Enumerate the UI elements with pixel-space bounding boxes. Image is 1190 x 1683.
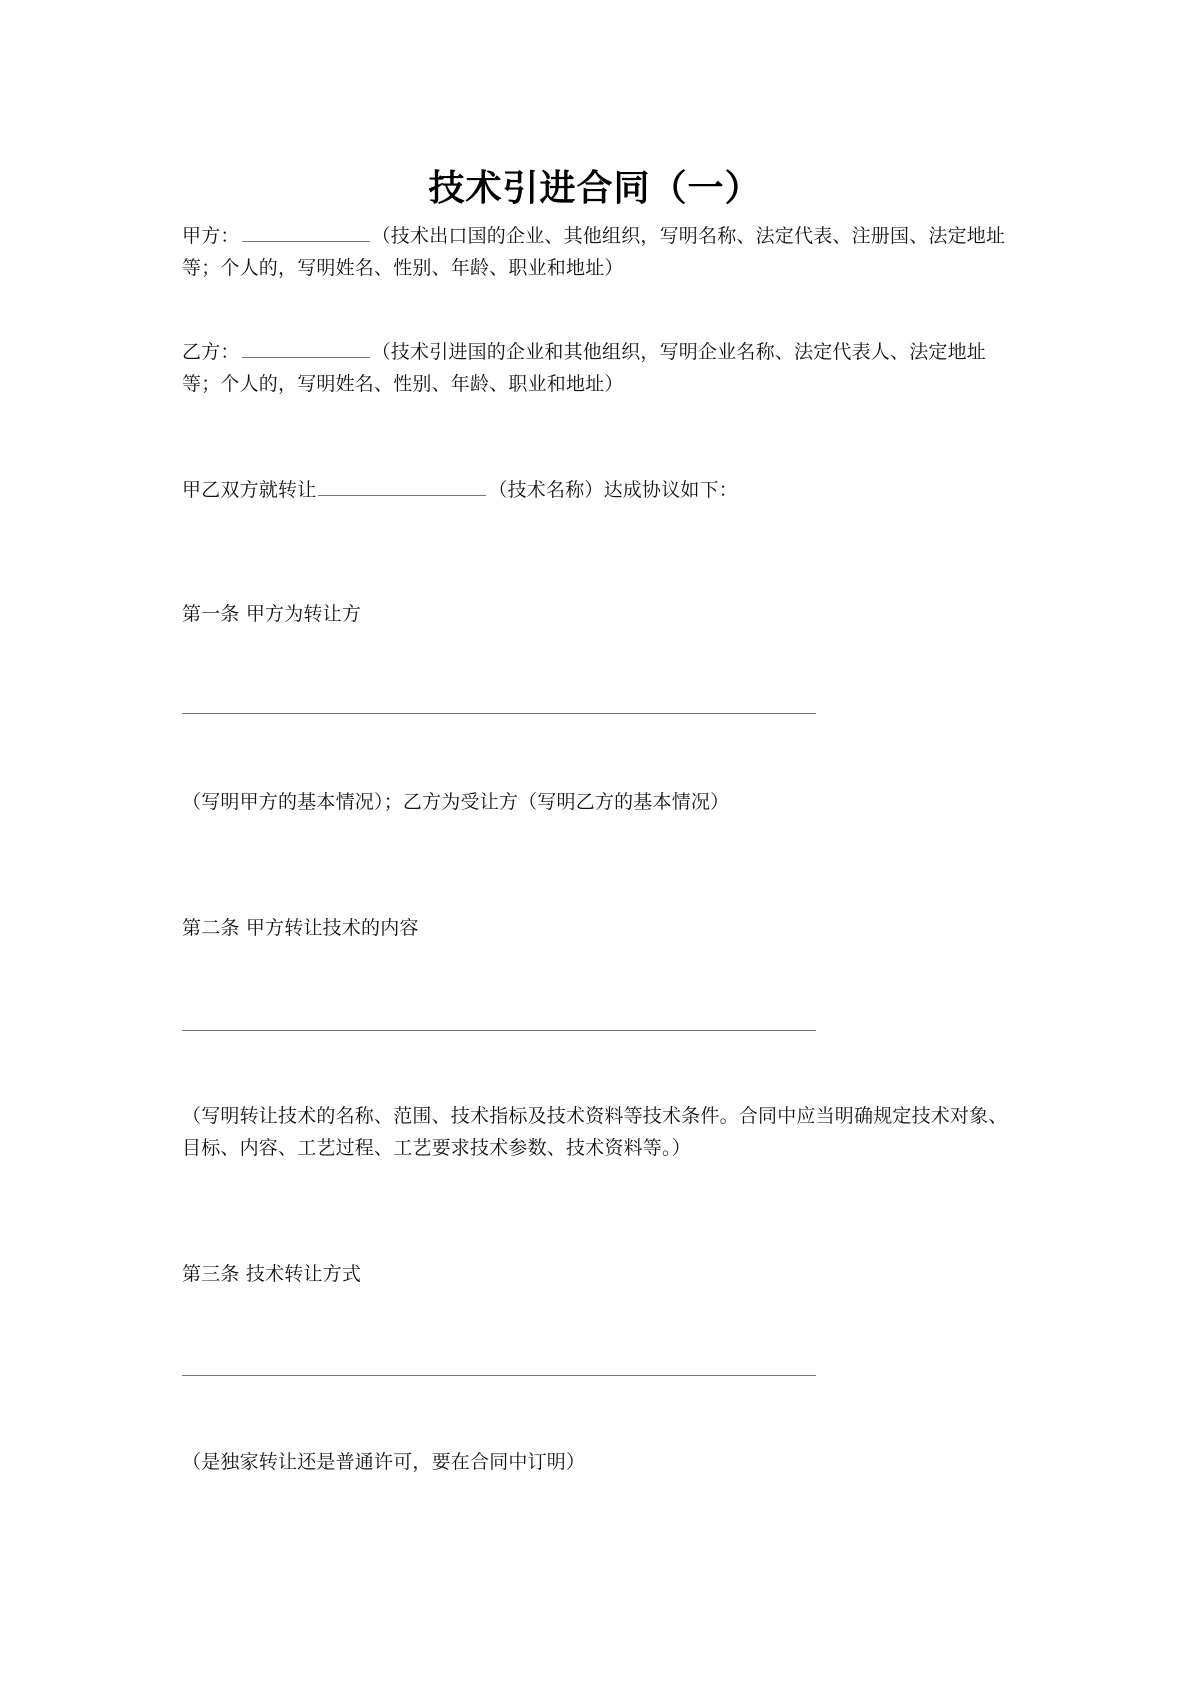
technology-name-blank-field[interactable] bbox=[318, 477, 486, 496]
article-2-note: （写明转让技术的名称、范围、技术指标及技术资料等技术条件。合同中应当明确规定技术对象、目标、内容、工艺过程、工艺要求技术参数、技术资料等。） bbox=[182, 1105, 1008, 1159]
agreement-prefix: 甲乙双方就转让 bbox=[182, 479, 317, 501]
party-a-paragraph bbox=[182, 220, 1018, 284]
document-title: 技术引进合同（一） bbox=[428, 167, 762, 209]
agreement-suffix: （技术名称）达成协议如下： bbox=[488, 479, 739, 501]
article-2-blank-line[interactable] bbox=[182, 1030, 816, 1031]
party-b-label: 乙方： bbox=[182, 341, 240, 363]
article-1-note: （写明甲方的基本情况）；乙方为受让方（写明乙方的基本情况） bbox=[182, 791, 730, 813]
party-b-blank-field[interactable] bbox=[242, 339, 370, 358]
party-b-paragraph bbox=[182, 336, 1018, 400]
party-a-note: （技术出口国的企业、其他组织，写明名称、法定代表、注册国、法定地址等；个人的，写明姓名、性别、年龄、职业和地址） bbox=[182, 225, 1006, 279]
article-1-heading: 第一条 甲方为转让方 bbox=[182, 603, 362, 625]
article-2-heading: 第二条 甲方转让技术的内容 bbox=[182, 917, 419, 939]
article-3-blank-line[interactable] bbox=[182, 1375, 816, 1376]
article-3-note: （是独家转让还是普通许可，要在合同中订明） bbox=[182, 1451, 586, 1473]
party-b-note: （技术引进国的企业和其他组织，写明企业名称、法定代表人、法定地址等；个人的，写明姓名、性别、年龄、职业和地址） bbox=[182, 341, 987, 395]
agreement-paragraph bbox=[182, 474, 1018, 506]
party-a-label: 甲方： bbox=[182, 225, 240, 247]
article-1-blank-line[interactable] bbox=[182, 713, 816, 714]
party-a-blank-field[interactable] bbox=[242, 223, 370, 242]
article-3-heading: 第三条 技术转让方式 bbox=[182, 1263, 362, 1285]
